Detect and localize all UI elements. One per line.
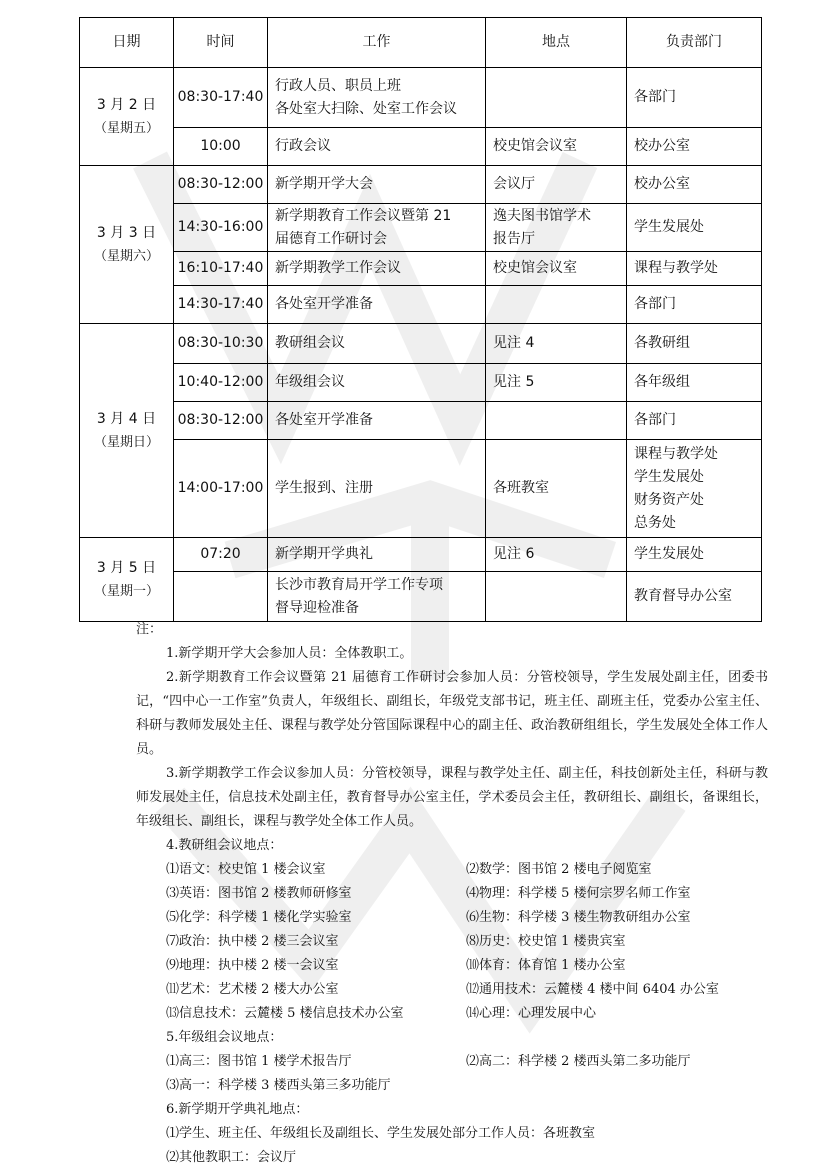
location-item: ⑵其他教职工：会议厅 (166, 1150, 297, 1165)
place-cell: 会议厅 (486, 166, 627, 204)
time-cell: 10:00 (174, 128, 268, 166)
dept-cell: 课程与教学处 (627, 252, 762, 286)
time-cell: 08:30-12:00 (174, 166, 268, 204)
dept-cell: 各教研组 (627, 324, 762, 364)
location-row (136, 906, 768, 930)
time-cell: 08:30-12:00 (174, 402, 268, 440)
location-row (136, 882, 768, 906)
location-item: ⑿通用技术：云麓楼 4 楼中间 6404 办公室 (466, 982, 719, 997)
location-item: ⑶英语：图书馆 2 楼教师研修室 (166, 886, 352, 901)
location-item: ⑵数学：图书馆 2 楼电子阅览室 (466, 862, 652, 877)
work-line: 行政人员、职员上班 (275, 77, 401, 94)
header-time: 时间 (174, 18, 268, 68)
work-line: 各处室大扫除、处室工作会议 (275, 100, 457, 117)
header-work: 工作 (268, 18, 486, 68)
work-cell (268, 204, 486, 252)
location-item: ⑾艺术：艺术楼 2 楼大办公室 (166, 982, 339, 997)
work-cell: 各处室开学准备 (268, 286, 486, 324)
time-cell: 08:30-17:40 (174, 68, 268, 128)
place-cell: 见注 5 (486, 364, 627, 402)
weekday-label: （星期日） (93, 434, 159, 450)
location-row (136, 954, 768, 978)
dept-cell: 校办公室 (627, 128, 762, 166)
place-cell: 校史馆会议室 (486, 252, 627, 286)
table-row (80, 440, 762, 538)
weekday-label: （星期五） (93, 120, 159, 136)
time-cell: 14:30-16:00 (174, 204, 268, 252)
place-cell: 校史馆会议室 (486, 128, 627, 166)
location-item: ⑴语文：校史馆 1 楼会议室 (166, 862, 326, 877)
date-cell (80, 324, 174, 538)
dept-cell: 各年级组 (627, 364, 762, 402)
work-cell: 新学期开学典礼 (268, 538, 486, 572)
work-cell: 各处室开学准备 (268, 402, 486, 440)
table-row (80, 68, 762, 128)
time-cell: 14:00-17:00 (174, 440, 268, 538)
dept-cell: 各部门 (627, 68, 762, 128)
table-row (80, 128, 762, 166)
table-row (80, 402, 762, 440)
location-item: ⑺政治：执中楼 2 楼三会议室 (166, 934, 339, 949)
work-line: 长沙市教育局开学工作专项 (275, 576, 443, 593)
dept-cell (627, 440, 762, 538)
location-item: ⑸化学：科学楼 1 楼化学实验室 (166, 910, 352, 925)
note-1: 1.新学期开学大会参加人员：全体教职工。 (166, 646, 413, 661)
time-cell: 10:40-12:00 (174, 364, 268, 402)
location-item: ⑻历史：校史馆 1 楼贵宾室 (466, 934, 626, 949)
weekday-label: （星期六） (93, 248, 159, 264)
table-row (80, 286, 762, 324)
location-row (136, 930, 768, 954)
place-cell (486, 286, 627, 324)
notes-heading: 注： (136, 622, 163, 637)
header-dept: 负责部门 (627, 18, 762, 68)
work-cell: 新学期开学大会 (268, 166, 486, 204)
weekday-label: （星期一） (93, 583, 159, 599)
place-cell (486, 572, 627, 622)
header-date: 日期 (80, 18, 174, 68)
work-cell: 学生报到、注册 (268, 440, 486, 538)
table-row (80, 572, 762, 622)
work-cell (268, 572, 486, 622)
table-row (80, 364, 762, 402)
time-cell (174, 572, 268, 622)
dept-cell: 各部门 (627, 402, 762, 440)
location-item: ⑹生物：科学楼 3 楼生物教研组办公室 (466, 910, 691, 925)
date-label: 3 月 5 日 (96, 559, 157, 576)
dept-cell: 学生发展处 (627, 204, 762, 252)
work-cell: 行政会议 (268, 128, 486, 166)
place-cell (486, 402, 627, 440)
time-cell: 16:10-17:40 (174, 252, 268, 286)
location-item: ⒀信息技术：云麓楼 5 楼信息技术办公室 (166, 1006, 404, 1021)
place-cell: 各班教室 (486, 440, 627, 538)
table-row (80, 324, 762, 364)
work-line: 新学期教育工作会议暨第 21 (275, 207, 452, 224)
date-label: 3 月 4 日 (96, 410, 157, 427)
date-cell (80, 68, 174, 166)
place-cell (486, 68, 627, 128)
location-row (136, 1002, 768, 1026)
dept-line: 学生发展处 (634, 468, 704, 485)
location-item: ⑷物理：科学楼 5 楼何宗罗名师工作室 (466, 886, 691, 901)
notes-section (136, 618, 768, 1170)
table-row (80, 204, 762, 252)
table-row (80, 538, 762, 572)
location-item: ⒁心理：心理发展中心 (466, 1006, 597, 1021)
location-row (136, 858, 768, 882)
location-item: ⑽体育：体育馆 1 楼办公室 (466, 958, 626, 973)
note-3: 3.新学期教学工作会议参加人员：分管校领导，课程与教学处主任、副主任，科技创新处主任，科研与教师发展处主任，信息技术处副主任，教育督导办公室主任，学术委员会主任，教研组长、副组长，备课组长，年级组长、副组长，课程与教学处全体工作人员。 (136, 766, 768, 829)
location-item: ⑴高三：图书馆 1 楼学术报告厅 (166, 1054, 352, 1069)
location-item: ⑵高二：科学楼 2 楼西头第二多功能厅 (466, 1054, 691, 1069)
note-5-title: 5.年级组会议地点： (166, 1030, 283, 1045)
date-label: 3 月 3 日 (96, 224, 157, 241)
work-cell: 教研组会议 (268, 324, 486, 364)
location-row (136, 1074, 768, 1098)
dept-cell: 学生发展处 (627, 538, 762, 572)
work-cell (268, 68, 486, 128)
work-line: 督导迎检准备 (275, 599, 359, 616)
schedule-table (79, 17, 762, 622)
note-2: 2.新学期教育工作会议暨第 21 届德育工作研讨会参加人员：分管校领导，学生发展处副主任，团委书记，“四中心一工作室”负责人，年级组长、副组长，年级党支部书记，班主任、副班主任，党委办公室主任、科研与教师发展处主任、课程与教学处分管国际课程中心的副主任、政治教研组组长，学生发展处全体工作人员。 (136, 670, 768, 757)
work-line: 届德育工作研讨会 (275, 230, 387, 247)
work-cell: 新学期教学工作会议 (268, 252, 486, 286)
time-cell: 07:20 (174, 538, 268, 572)
dept-cell: 各部门 (627, 286, 762, 324)
location-item: ⑴学生、班主任、年级组长及副组长、学生发展处部分工作人员：各班教室 (166, 1126, 596, 1141)
table-row (80, 166, 762, 204)
dept-line: 课程与教学处 (634, 445, 718, 462)
location-row (136, 1050, 768, 1074)
place-line: 逸夫图书馆学术 (493, 207, 591, 224)
location-row (136, 978, 768, 1002)
date-cell (80, 538, 174, 622)
location-item: ⑶高一：科学楼 3 楼西头第三多功能厅 (166, 1078, 391, 1093)
date-label: 3 月 2 日 (96, 96, 157, 113)
date-cell (80, 166, 174, 324)
note-6-title: 6.新学期开学典礼地点： (166, 1102, 309, 1117)
place-cell: 见注 6 (486, 538, 627, 572)
place-cell (486, 204, 627, 252)
time-cell: 14:30-17:40 (174, 286, 268, 324)
place-line: 报告厅 (493, 230, 535, 247)
header-place: 地点 (486, 18, 627, 68)
location-item: ⑼地理：执中楼 2 楼一会议室 (166, 958, 339, 973)
dept-line: 总务处 (634, 514, 676, 531)
dept-cell: 教育督导办公室 (627, 572, 762, 622)
note-4-title: 4.教研组会议地点： (166, 838, 283, 853)
dept-cell: 校办公室 (627, 166, 762, 204)
table-row (80, 252, 762, 286)
header-row (80, 18, 762, 68)
time-cell: 08:30-10:30 (174, 324, 268, 364)
work-cell: 年级组会议 (268, 364, 486, 402)
place-cell: 见注 4 (486, 324, 627, 364)
dept-line: 财务资产处 (634, 491, 704, 508)
